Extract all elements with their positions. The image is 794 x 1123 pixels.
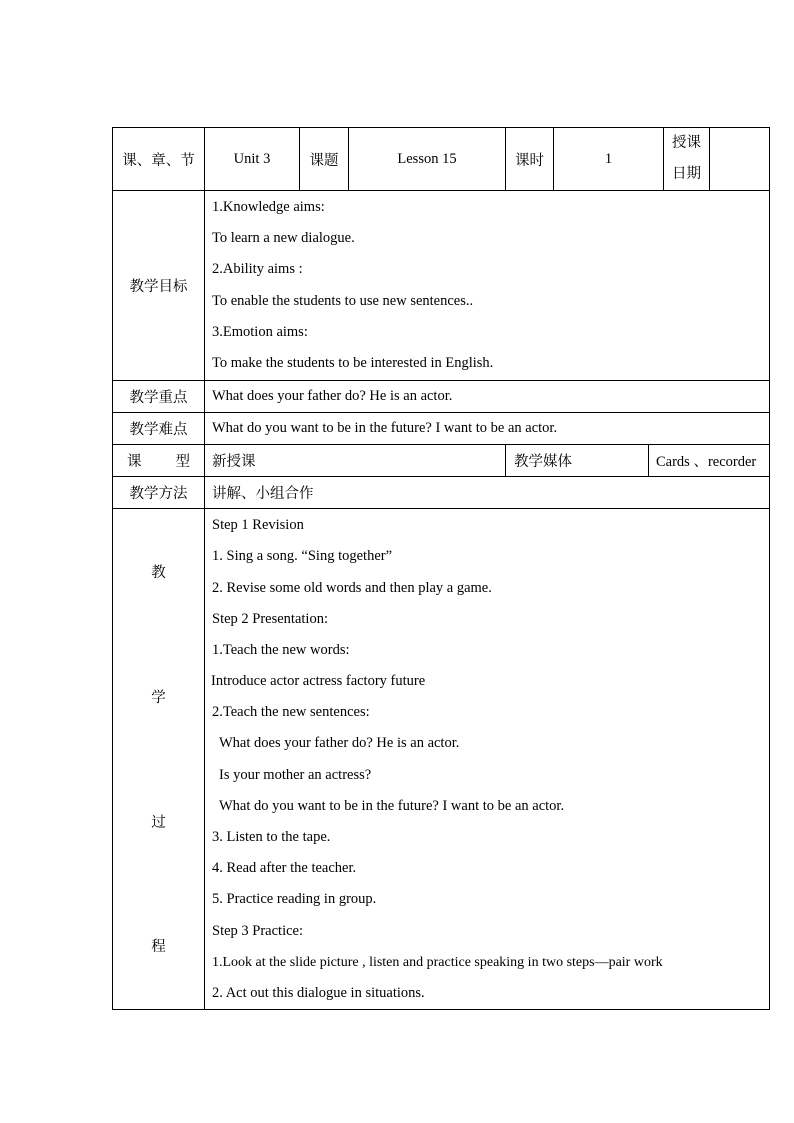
lesson-type-row — [113, 445, 770, 477]
process-line: 2. Revise some old words and then play a game. — [212, 579, 492, 596]
methods-value: 讲解、小组合作 — [205, 477, 770, 509]
process-line: Introduce actor actress factory future — [211, 673, 426, 690]
process-line: Step 1 Revision — [212, 517, 304, 534]
process-line: 1.Teach the new words: — [212, 641, 350, 658]
process-label-char: 教 — [151, 565, 166, 582]
process-line: 1.Look at the slide picture , listen and practice speaking in two steps—pair work — [212, 954, 663, 970]
date-label-line-1: 授课 — [672, 135, 701, 151]
key-points-row — [113, 381, 770, 413]
objectives-row — [113, 191, 770, 381]
teaching-date-label — [664, 128, 710, 191]
lesson-type-label-b: 型 — [175, 454, 190, 471]
period-label: 课时 — [506, 128, 554, 191]
objectives-label: 教学目标 — [113, 191, 205, 381]
process-label-char: 过 — [151, 815, 166, 832]
process-line: 2. Act out this dialogue in situations. — [212, 984, 425, 1001]
lesson-value: Lesson 15 — [349, 128, 506, 191]
objective-line: 2.Ability aims : — [212, 261, 303, 278]
period-value: 1 — [554, 128, 664, 191]
topic-label: 课题 — [300, 128, 349, 191]
process-line: What do you want to be in the future? I want to be an actor. — [219, 797, 565, 814]
lesson-plan-table — [112, 127, 770, 1010]
lesson-type-value: 新授课 — [205, 445, 506, 477]
difficulties-label: 教学难点 — [113, 413, 205, 445]
difficulties-row — [113, 413, 770, 445]
process-line: 1. Sing a song. “Sing together” — [212, 548, 393, 565]
process-label-char: 学 — [151, 690, 166, 707]
objective-line: 1.Knowledge aims: — [212, 199, 325, 215]
objectives-content — [205, 191, 770, 381]
process-line: 4. Read after the teacher. — [212, 860, 357, 877]
header-row — [113, 128, 770, 191]
process-line: 3. Listen to the tape. — [212, 829, 331, 845]
objective-line: To learn a new dialogue. — [212, 230, 355, 247]
lesson-type-label — [113, 445, 205, 477]
process-line: 5. Practice reading in group. — [212, 891, 377, 908]
methods-row — [113, 477, 770, 509]
media-label: 教学媒体 — [506, 445, 649, 477]
objective-line: To make the students to be interested in English. — [212, 354, 494, 371]
process-line: What does your father do? He is an actor. — [219, 735, 460, 752]
lesson-type-label-a: 课 — [127, 454, 142, 471]
media-value: Cards 、recorder — [649, 445, 770, 477]
teaching-date-value — [710, 128, 770, 191]
process-line: Step 2 Presentation: — [212, 610, 328, 627]
difficulties-value: What do you want to be in the future? I want to be an actor. — [205, 413, 770, 445]
process-label — [113, 509, 205, 1010]
process-row — [113, 509, 770, 1010]
objective-line: 3.Emotion aims: — [212, 323, 308, 340]
key-points-label: 教学重点 — [113, 381, 205, 413]
section-label: 课、章、节 — [113, 128, 205, 191]
process-line: Step 3 Practice: — [212, 922, 304, 939]
process-line: Is your mother an actress? — [219, 766, 372, 783]
date-label-line-2: 日期 — [672, 166, 701, 182]
unit-value: Unit 3 — [205, 128, 300, 191]
key-points-value: What does your father do? He is an actor. — [205, 381, 770, 413]
methods-label: 教学方法 — [113, 477, 205, 509]
process-label-char: 程 — [151, 939, 166, 956]
process-content — [205, 509, 770, 1010]
process-line: 2.Teach the new sentences: — [212, 704, 370, 721]
objective-line: To enable the students to use new sentences.. — [212, 292, 474, 309]
